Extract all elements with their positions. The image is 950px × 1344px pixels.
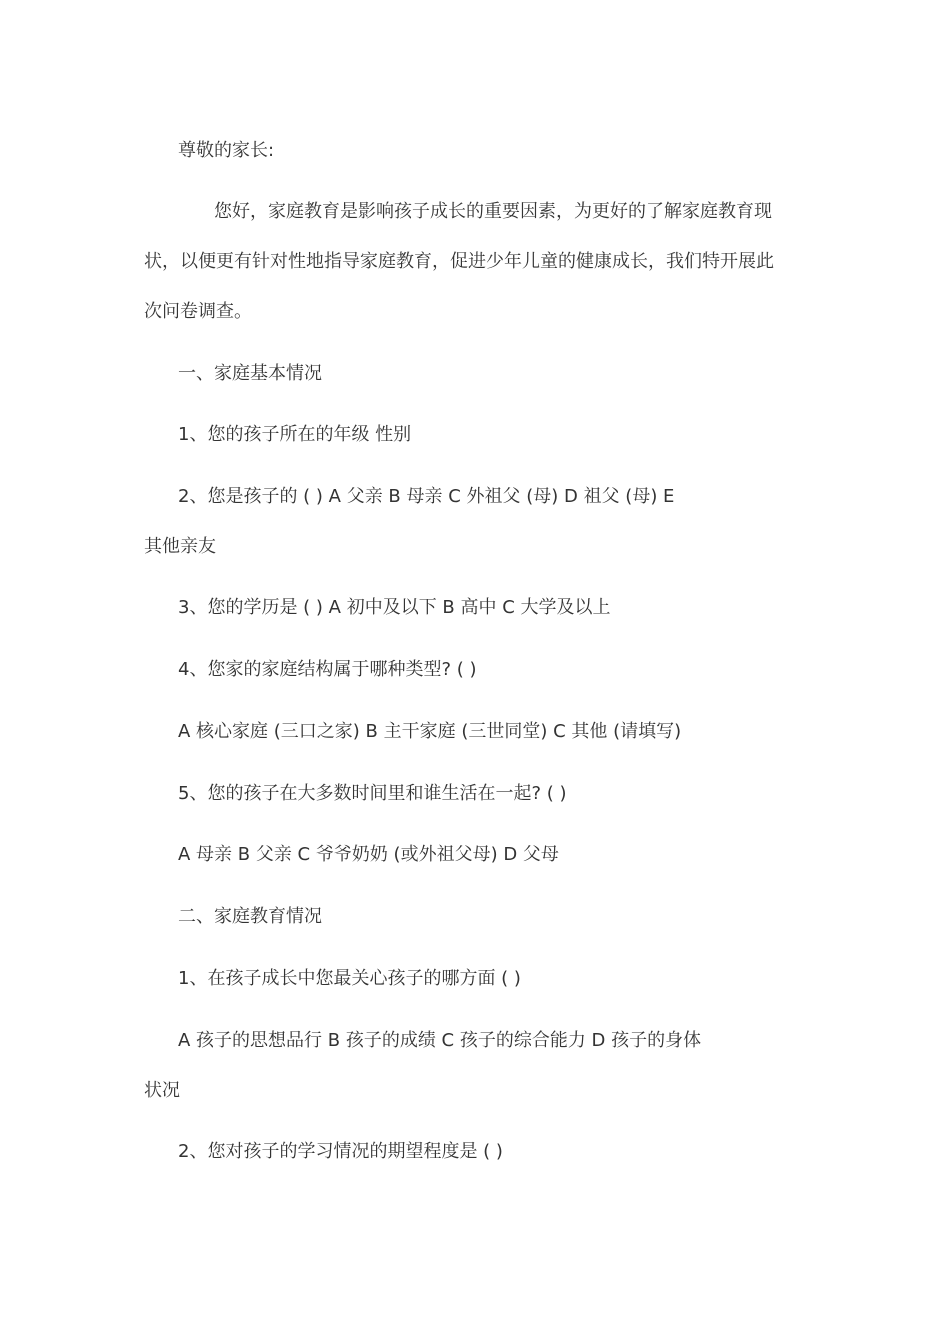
section1-question-1: 1、您的孩子所在的年级 性别 [178, 424, 412, 445]
greeting: 尊敬的家长: [178, 140, 275, 161]
section2-question-1-options-cont: 状况 [144, 1080, 180, 1101]
intro-line-3: 次问卷调查。 [144, 301, 252, 322]
section1-question-3: 3、您的学历是 ( ) A 初中及以下 B 高中 C 大学及以上 [178, 597, 611, 618]
section2-question-1: 1、在孩子成长中您最关心孩子的哪方面 ( ) [178, 968, 521, 989]
section1-question-4-options: A 核心家庭 (三口之家) B 主干家庭 (三世同堂) C 其他 (请填写) [178, 721, 682, 742]
section1-question-2: 2、您是孩子的 ( ) A 父亲 B 母亲 C 外祖父 (母) D 祖父 (母) E [178, 486, 675, 507]
section1-heading: 一、家庭基本情况 [178, 363, 322, 384]
section2-question-1-options: A 孩子的思想品行 B 孩子的成绩 C 孩子的综合能力 D 孩子的身体 [178, 1030, 702, 1051]
section2-heading: 二、家庭教育情况 [178, 906, 322, 927]
intro-line-1: 您好，家庭教育是影响孩子成长的重要因素，为更好的了解家庭教育现 [214, 201, 772, 222]
section2-question-2: 2、您对孩子的学习情况的期望程度是 ( ) [178, 1141, 503, 1162]
section1-question-5: 5、您的孩子在大多数时间里和谁生活在一起? ( ) [178, 783, 567, 804]
section1-question-4: 4、您家的家庭结构属于哪种类型? ( ) [178, 659, 477, 680]
section1-question-5-options: A 母亲 B 父亲 C 爷爷奶奶 (或外祖父母) D 父母 [178, 844, 559, 865]
intro-line-2: 状，以便更有针对性地指导家庭教育，促进少年儿童的健康成长，我们特开展此 [144, 251, 774, 272]
section1-question-2-cont: 其他亲友 [144, 536, 216, 557]
